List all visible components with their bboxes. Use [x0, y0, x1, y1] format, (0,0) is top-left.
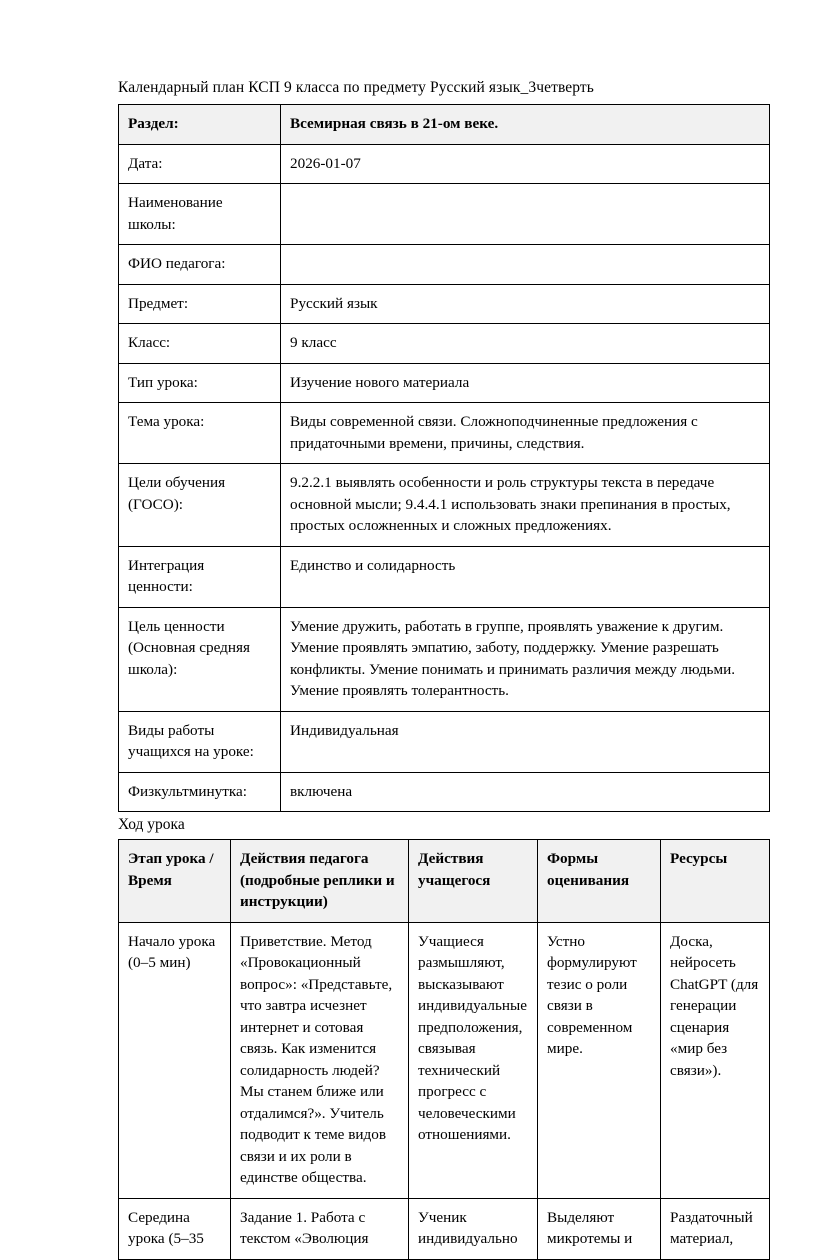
row-label: Физкультминутка:	[119, 772, 281, 812]
row-value: 9 класс	[281, 324, 770, 364]
row-value: Изучение нового материала	[281, 363, 770, 403]
cell-stage: Начало урока (0–5 мин)	[119, 922, 231, 1198]
row-label: Наименование школы:	[119, 184, 281, 245]
lesson-info-table	[118, 104, 770, 812]
table-row	[119, 772, 770, 812]
table-row	[119, 105, 770, 145]
table-row	[119, 607, 770, 711]
cell-teacher-actions: Приветствие. Метод «Провокационный вопрос»: «Представьте, что завтра исчезнет интернет и сотовая связь. Как изменится солидарность людей? Мы станем ближе или отдалимся?». Учитель подводит к теме видов связи и их роли в единстве общества.	[231, 922, 409, 1198]
row-label: Цели обучения (ГОСО):	[119, 464, 281, 547]
table-row	[119, 464, 770, 547]
column-header: Действия педагога (подробные реплики и инструкции)	[231, 840, 409, 923]
row-value: Всемирная связь в 21-ом веке.	[281, 105, 770, 145]
column-header: Действия учащегося	[409, 840, 538, 923]
table-row	[119, 324, 770, 364]
lesson-flow-body	[119, 922, 770, 1259]
row-value	[281, 245, 770, 285]
column-header: Этап урока / Время	[119, 840, 231, 923]
row-value: Виды современной связи. Сложноподчиненные предложения с придаточными времени, причины, следствия.	[281, 403, 770, 464]
row-value: включена	[281, 772, 770, 812]
table-header-row	[119, 840, 770, 923]
table-row	[119, 144, 770, 184]
lesson-flow-header	[119, 840, 770, 923]
column-header: Формы оценивания	[538, 840, 661, 923]
cell-resources: Доска, нейросеть ChatGPT (для генерации сценария «мир без связи»).	[661, 922, 770, 1198]
row-label: Тема урока:	[119, 403, 281, 464]
cell-resources: Раздаточный материал,	[661, 1198, 770, 1259]
cell-student-actions: Учащиеся размышляют, высказывают индивидуальные предположения, связывая технический прогресс с человеческими отношениями.	[409, 922, 538, 1198]
cell-student-actions: Ученик индивидуально	[409, 1198, 538, 1259]
table-row	[119, 922, 770, 1198]
lesson-flow-caption: Ход урока	[118, 816, 185, 833]
row-label: Класс:	[119, 324, 281, 364]
row-label: Дата:	[119, 144, 281, 184]
cell-teacher-actions: Задание 1. Работа с текстом «Эволюция	[231, 1198, 409, 1259]
row-label: Тип урока:	[119, 363, 281, 403]
row-label: ФИО педагога:	[119, 245, 281, 285]
row-value: Умение дружить, работать в группе, проявлять уважение к другим. Умение проявлять эмпатию, заботу, поддержку. Умение разрешать конфликты. Умение понимать и принимать различия между людьми. Умение проявлять толерантность.	[281, 607, 770, 711]
row-value: Единство и солидарность	[281, 546, 770, 607]
column-header: Ресурсы	[661, 840, 770, 923]
table-row	[119, 403, 770, 464]
table-row	[119, 184, 770, 245]
row-label: Виды работы учащихся на уроке:	[119, 711, 281, 772]
table-row	[119, 284, 770, 324]
lesson-flow-table	[118, 839, 770, 1260]
row-label: Предмет:	[119, 284, 281, 324]
row-value: 9.2.2.1 выявлять особенности и роль структуры текста в передаче основной мысли; 9.4.4.1 использовать знаки препинания в простых, простых осложненных и сложных предложениях.	[281, 464, 770, 547]
row-label: Цель ценности (Основная средняя школа):	[119, 607, 281, 711]
table-row	[119, 711, 770, 772]
row-label: Интеграция ценности:	[119, 546, 281, 607]
row-label: Раздел:	[119, 105, 281, 145]
table-row	[119, 245, 770, 285]
row-value: 2026-01-07	[281, 144, 770, 184]
cell-assessment-forms: Выделяют микротемы и	[538, 1198, 661, 1259]
lesson-info-body	[119, 105, 770, 812]
cell-assessment-forms: Устно формулируют тезис о роли связи в современном мире.	[538, 922, 661, 1198]
table-row	[119, 1198, 770, 1259]
row-value: Индивидуальная	[281, 711, 770, 772]
table-row	[119, 546, 770, 607]
row-value	[281, 184, 770, 245]
table-row	[119, 363, 770, 403]
page-title: Календарный план КСП 9 класса по предмету Русский язык_3четверть	[118, 79, 594, 96]
row-value: Русский язык	[281, 284, 770, 324]
cell-stage: Середина урока (5–35	[119, 1198, 231, 1259]
